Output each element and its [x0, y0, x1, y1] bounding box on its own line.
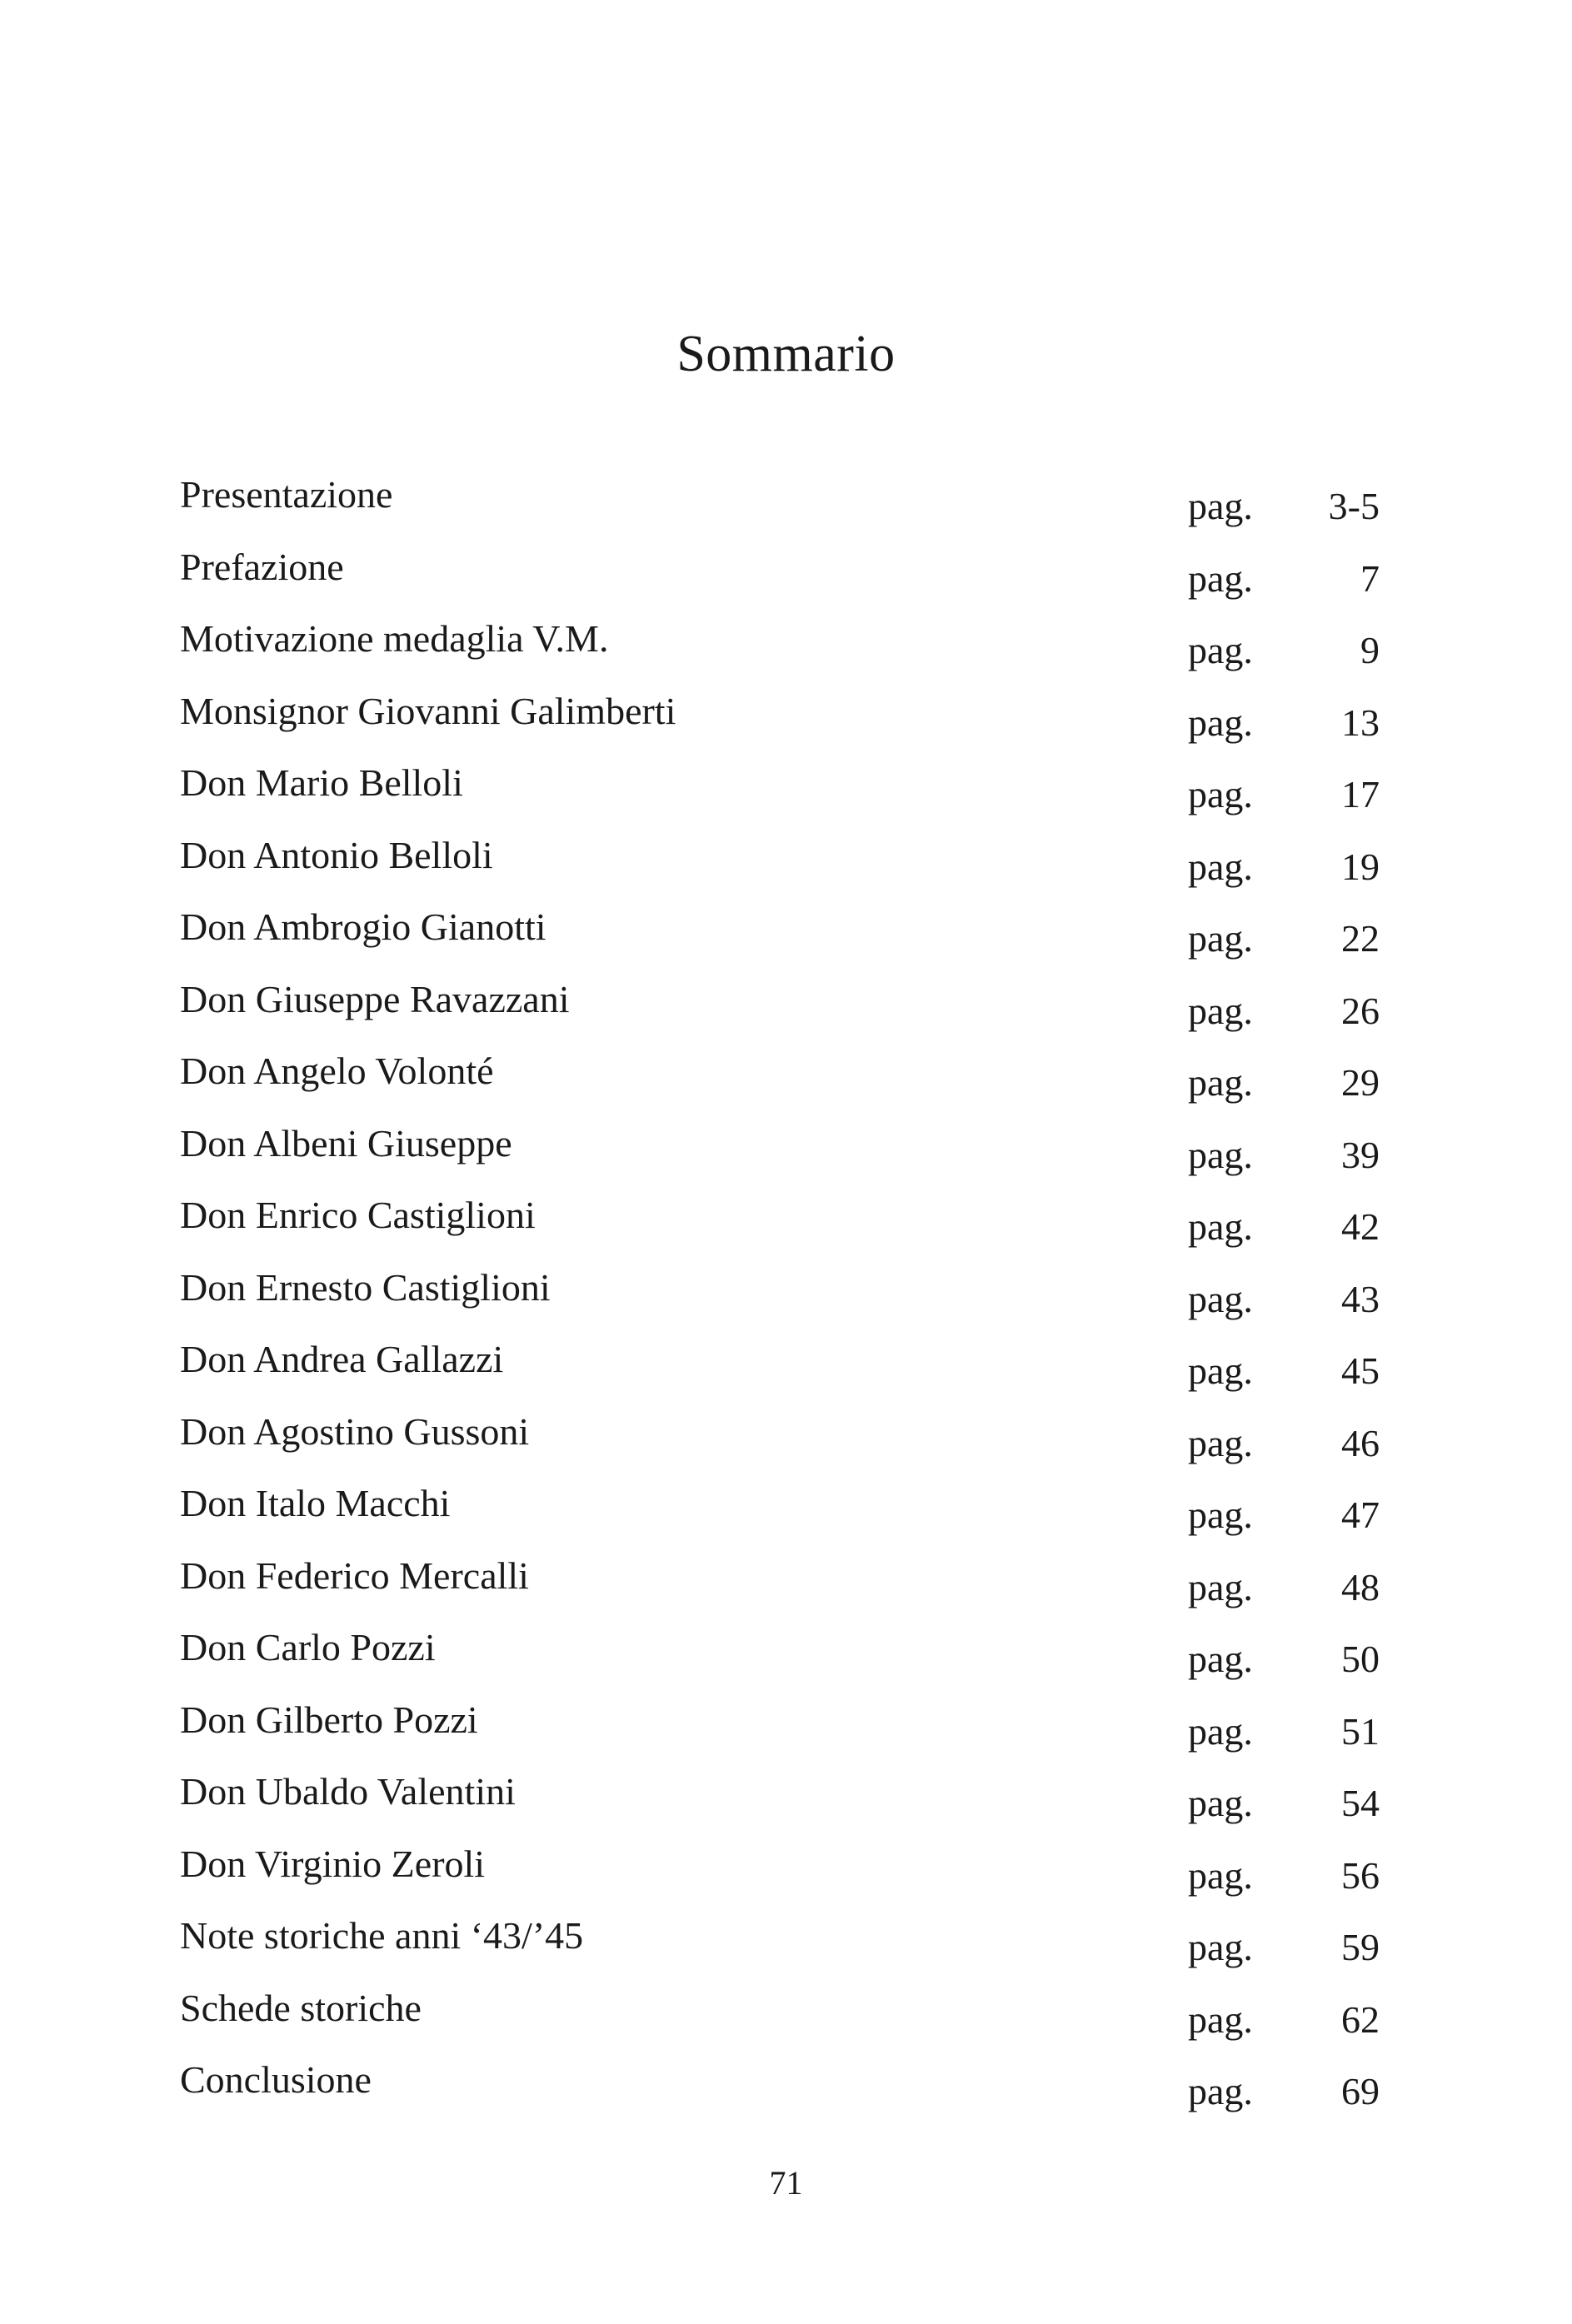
toc-entry-page-prefix: pag.	[1188, 1565, 1253, 1608]
toc-entry	[180, 1983, 1380, 2056]
table-of-contents	[180, 470, 1380, 2127]
page-title: Sommario	[676, 326, 896, 382]
toc-entry-title: Don Albeni Giuseppe	[180, 1121, 512, 1164]
toc-entry-title: Don Federico Mercalli	[180, 1553, 529, 1597]
toc-entry-title: Schede storiche	[180, 1986, 422, 2029]
toc-entry-title: Don Agostino Gussoni	[180, 1409, 530, 1453]
toc-entry-page-prefix: pag.	[1188, 2070, 1253, 2112]
toc-entry-title: Conclusione	[180, 2058, 372, 2101]
toc-entry-title: Don Carlo Pozzi	[180, 1626, 436, 1668]
toc-entry-page-number: 46	[1341, 1421, 1380, 1464]
toc-entry-title: Presentazione	[180, 473, 393, 516]
toc-entry-page-number: 17	[1341, 773, 1380, 815]
toc-entry-title: Motivazione medaglia V.M.	[180, 617, 609, 660]
toc-entry	[180, 1479, 1380, 1551]
toc-entry-page-number: 43	[1341, 1277, 1380, 1320]
toc-entry-title: Don Gilberto Pozzi	[180, 1698, 478, 1741]
toc-entry-page-number: 7	[1360, 556, 1380, 600]
toc-entry-title: Monsignor Giovanni Galimberti	[180, 689, 676, 732]
toc-entry-title: Don Mario Belloli	[180, 761, 463, 804]
toc-entry-page-number: 3-5	[1328, 485, 1380, 527]
toc-entry-page-prefix: pag.	[1188, 773, 1253, 815]
toc-entry-title: Don Ambrogio Gianotti	[180, 905, 546, 948]
toc-entry	[180, 1190, 1380, 1263]
toc-entry-page-prefix: pag.	[1188, 917, 1253, 960]
toc-entry	[180, 1334, 1380, 1407]
toc-entry-page-number: 51	[1341, 1709, 1380, 1753]
toc-entry-page-prefix: pag.	[1188, 1205, 1253, 1248]
toc-entry	[180, 1046, 1380, 1119]
toc-entry-page-number: 26	[1341, 989, 1380, 1032]
toc-entry-title: Don Angelo Volonté	[180, 1050, 494, 1092]
toc-entry	[180, 1119, 1380, 1191]
toc-entry-title: Don Italo Macchi	[180, 1482, 451, 1524]
toc-entry-page-number: 22	[1341, 917, 1380, 960]
toc-entry-title: Prefazione	[180, 545, 344, 588]
toc-entry-page-prefix: pag.	[1188, 1782, 1253, 1824]
toc-entry	[180, 1767, 1380, 1839]
toc-entry-title: Don Andrea Gallazzi	[180, 1338, 504, 1380]
toc-entry	[180, 470, 1380, 542]
toc-entry-page-number: 39	[1341, 1133, 1380, 1176]
toc-entry-page-number: 69	[1341, 2070, 1380, 2112]
toc-entry	[180, 614, 1380, 686]
toc-entry-title: Don Enrico Castiglioni	[180, 1194, 536, 1236]
toc-entry-page-prefix: pag.	[1188, 1061, 1253, 1104]
toc-entry-page-number: 48	[1341, 1565, 1380, 1608]
toc-entry-page-number: 19	[1341, 845, 1380, 888]
toc-entry	[180, 902, 1380, 975]
toc-entry-page-number: 13	[1341, 701, 1380, 744]
toc-entry-page-prefix: pag.	[1188, 629, 1253, 671]
toc-entry-title: Don Ernesto Castiglioni	[180, 1265, 551, 1309]
toc-entry	[180, 686, 1380, 759]
toc-entry-page-number: 54	[1341, 1782, 1380, 1824]
toc-entry	[180, 1839, 1380, 1912]
toc-entry-page-prefix: pag.	[1188, 1997, 1253, 2041]
toc-entry	[180, 1695, 1380, 1768]
toc-entry-page-number: 9	[1360, 629, 1380, 671]
toc-entry-page-prefix: pag.	[1188, 485, 1253, 527]
page-number: 71	[769, 2164, 803, 2202]
toc-entry-page-number: 56	[1341, 1853, 1380, 1897]
toc-entry	[180, 2055, 1380, 2127]
toc-entry-page-prefix: pag.	[1188, 1926, 1253, 1968]
toc-entry-page-prefix: pag.	[1188, 989, 1253, 1032]
toc-entry-page-prefix: pag.	[1188, 1133, 1253, 1176]
toc-entry	[180, 1623, 1380, 1695]
toc-entry	[180, 1263, 1380, 1335]
toc-entry-page-number: 47	[1341, 1494, 1380, 1536]
toc-entry-page-prefix: pag.	[1188, 1494, 1253, 1536]
toc-entry-page-prefix: pag.	[1188, 1349, 1253, 1392]
toc-entry	[180, 1911, 1380, 1983]
toc-entry	[180, 1551, 1380, 1623]
toc-entry-page-number: 29	[1341, 1061, 1380, 1104]
toc-entry-page-number: 50	[1341, 1638, 1380, 1680]
toc-entry-page-number: 45	[1341, 1349, 1380, 1392]
toc-entry-page-prefix: pag.	[1188, 845, 1253, 888]
toc-entry-page-prefix: pag.	[1188, 701, 1253, 744]
toc-entry-page-prefix: pag.	[1188, 1421, 1253, 1464]
toc-entry	[180, 542, 1380, 615]
toc-entry-title: Don Giuseppe Ravazzani	[180, 977, 570, 1020]
toc-entry-page-prefix: pag.	[1188, 1709, 1253, 1753]
toc-entry-title: Don Antonio Belloli	[180, 833, 493, 876]
toc-entry	[180, 975, 1380, 1047]
toc-entry	[180, 1407, 1380, 1479]
toc-entry-page-prefix: pag.	[1188, 556, 1253, 600]
toc-entry	[180, 758, 1380, 830]
toc-entry	[180, 830, 1380, 903]
toc-entry-title: Note storiche anni ‘43/’45	[180, 1914, 584, 1957]
toc-entry-page-number: 59	[1341, 1926, 1380, 1968]
toc-entry-title: Don Virginio Zeroli	[180, 1842, 486, 1885]
toc-entry-page-prefix: pag.	[1188, 1853, 1253, 1897]
toc-entry-page-number: 62	[1341, 1997, 1380, 2041]
toc-entry-page-prefix: pag.	[1188, 1638, 1253, 1680]
toc-entry-page-number: 42	[1341, 1205, 1380, 1248]
toc-entry-title: Don Ubaldo Valentini	[180, 1770, 516, 1813]
toc-entry-page-prefix: pag.	[1188, 1277, 1253, 1320]
